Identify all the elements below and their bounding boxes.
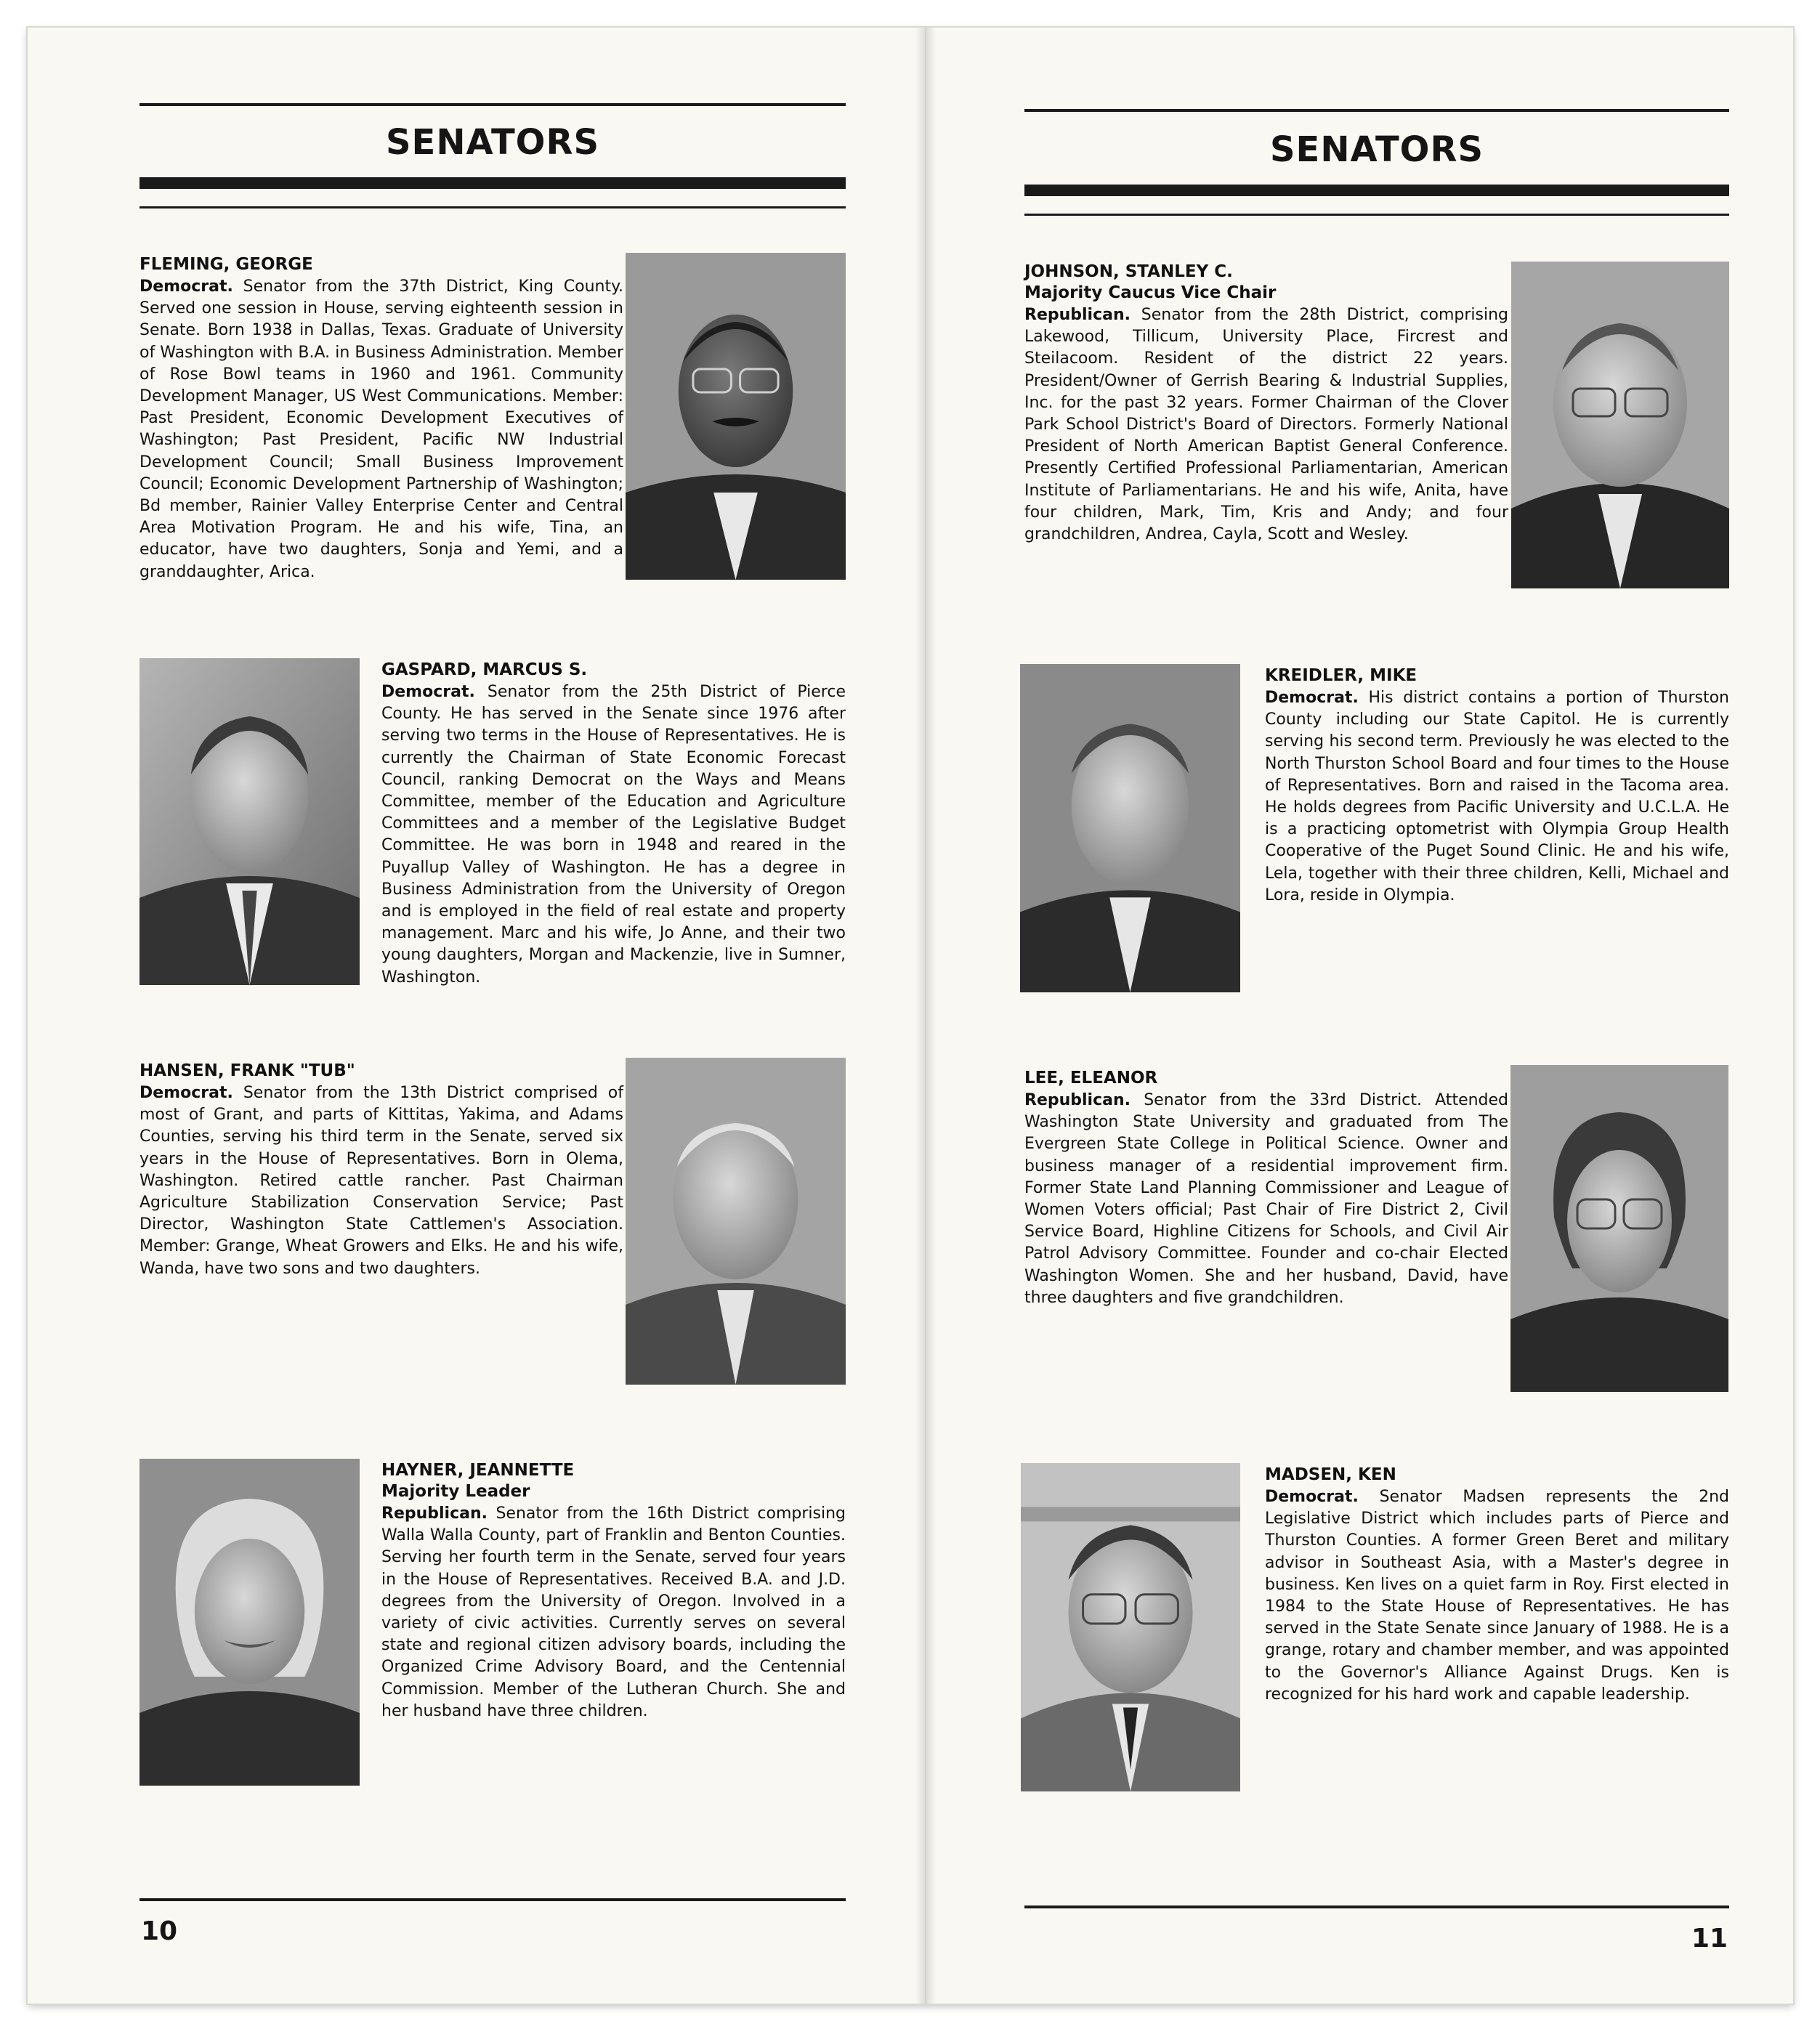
senator-name: JOHNSON, STANLEY C. xyxy=(1024,262,1233,281)
footer-rule xyxy=(139,1898,846,1901)
senator-name: MADSEN, KEN xyxy=(1265,1465,1396,1484)
senator-name: HAYNER, JEANNETTE xyxy=(381,1461,575,1480)
page-number: 10 xyxy=(141,1916,178,1946)
senator-portrait xyxy=(626,253,846,580)
senator-bio: Senator from the 25th District of Pierce County. He has served in the Senate since 1976 after serving two terms in the House of Representatives. He is currently the Chairman of State Economic Forecast Council, ranking Democrat on the Ways and Means Committee, member of the Education and Agriculture Committees and a member of the Legislative Budget Committee. He was born in 1948 and reared in the Puyallup Valley of Washington. He has a degree in Business Administration from the University of Oregon and is employed in the field of real estate and property management. Marc and his wife, Jo Anne, and their two young daughters, Morgan and Mackenzie, live in Sumner, Washington. xyxy=(381,683,846,987)
senator-portrait xyxy=(1020,664,1240,992)
senator-party: Democrat. xyxy=(1265,1488,1359,1506)
senator-role: Majority Leader xyxy=(381,1482,530,1501)
senator-name: GASPARD, MARCUS S. xyxy=(381,660,588,679)
page-title: SENATORS xyxy=(385,122,600,163)
senator-portrait xyxy=(1511,262,1729,588)
senator-entry xyxy=(139,1061,623,1279)
senator-bio: Senator from the 28th District, comprising Lakewood, Tillicum, University Place, Fircrest and Steilacoom. Resident of the district 22 years. President/Owner of Gerrish Bearing & Industrial Supplies, Inc. for the past 32 years. Former Chairman of the Clover Park School District's Board of Directors. Formerly National President of North American Baptist General Conference. Presently Certified Professional Parliamentarian, American Institute of Parliamentarians. He and his wife, Anita, have four children, Mark, Tim, Kris and Andy; and four grandchildren, Andrea, Cayla, Scott and Wesley. xyxy=(1024,306,1508,544)
page-number: 11 xyxy=(1691,1924,1728,1953)
senator-portrait xyxy=(1021,1463,1240,1791)
senator-portrait xyxy=(1510,1065,1728,1392)
footer-rule xyxy=(1024,1906,1729,1908)
title-underline-thick xyxy=(1024,185,1729,196)
senator-party: Republican. xyxy=(381,1504,488,1523)
title-underline-thin xyxy=(139,206,846,208)
senator-name: KREIDLER, MIKE xyxy=(1265,666,1417,685)
right-page xyxy=(926,28,1793,2004)
senator-entry xyxy=(1265,1465,1729,1705)
senator-bio: Senator Madsen represents the 2nd Legislative District which includes parts of Pierce and Thurston Counties. A former Green Beret and military advisor in Southeast Asia, with a Master's degree in business. Ken lives on a quiet farm in Roy. First elected in 1984 to the State House of Representatives. He has served in the State Senate since January of 1988. He is a grange, rotary and chamber member, and was appointed to the Governor's Alliance Against Drugs. Ken is recognized for his hard work and capable leadership. xyxy=(1265,1488,1730,1704)
senator-party: Republican. xyxy=(1024,1091,1131,1109)
senator-portrait xyxy=(139,658,360,985)
senator-portrait xyxy=(139,1459,360,1786)
senator-name: LEE, ELEANOR xyxy=(1024,1069,1158,1088)
senator-portrait xyxy=(626,1058,846,1385)
senator-role: Majority Caucus Vice Chair xyxy=(1024,283,1277,302)
left-page xyxy=(28,28,926,2004)
senator-party: Democrat. xyxy=(139,278,233,296)
title-underline-thin xyxy=(1024,214,1729,216)
senator-party: Democrat. xyxy=(139,1084,233,1102)
senator-entry xyxy=(1024,1068,1508,1308)
booklet-spread xyxy=(28,28,1793,2004)
senator-party: Democrat. xyxy=(381,683,475,701)
top-rule xyxy=(1024,109,1729,112)
senator-bio: Senator from the 33rd District. Attended Washington State University and graduated from The Evergreen State College in Political Science. Owner and business manager of a residential improvement firm. Former State Land Planning Commissioner and League of Women Voters official; Past Chair of Fire District 2, Civil Service Board, Highline Citizens for Schools, and Civil Air Patrol Advisory Committee. Founder and co-chair Elected Washington Women. She and her husband, David, have three daughters and five grandchildren. xyxy=(1024,1091,1509,1307)
senator-bio: Senator from the 37th District, King County. Served one session in House, serving eighteenth session in Senate. Born 1938 in Dallas, Texas. Graduate of University of Washington with B.A. in Business Administration. Member of Rose Bowl teams in 1960 and 1961. Community Development Manager, US West Communications. Member: Past President, Economic Development Executives of Washington; Past President, Pacific NW Industrial Development Council; Small Business Improvement Council; Economic Development Partnership of Washington; Bd member, Rainier Valley Enterprise Center and Central Area Motivation Program. He and his wife, Tina, an educator, have two daughters, Sonja and Yemi, and a granddaughter, Arica. xyxy=(139,278,623,581)
senator-name: FLEMING, GEORGE xyxy=(139,255,313,274)
senator-party: Democrat. xyxy=(1265,689,1359,707)
senator-entry xyxy=(139,254,623,583)
top-rule xyxy=(139,103,846,106)
senator-entry xyxy=(1024,262,1508,545)
senator-bio: Senator from the 13th District comprised of most of Grant, and parts of Kittitas, Yakima, and Adams Counties, serving his third term in the Senate, served six years in the House of Representatives. Born in Olema, Washington. Retired cattle rancher. Past Chairman Agriculture Stabilization Conservation Service; Past Director, Washington State Cattlemen's Association. Member: Grange, Wheat Growers and Elks. He and his wife, Wanda, have two sons and two daughters. xyxy=(139,1084,623,1278)
senator-entry xyxy=(381,660,846,988)
senator-bio: His district contains a portion of Thurston County including our State Capitol. He is currently serving his second term. Previously he was elected to the North Thurston School Board and four times to the House of Representatives. Born and raised in the Tacoma area. He holds degrees from Pacific University and U.C.L.A. He is a practicing optometrist with Olympia Group Health Cooperative of the Puget Sound Clinic. He and his wife, Lela, together with their three children, Kelli, Michael and Lora, reside in Olympia. xyxy=(1265,689,1729,904)
page-title: SENATORS xyxy=(1269,129,1484,170)
senator-entry xyxy=(1265,665,1729,906)
senator-bio: Senator from the 16th District comprising Walla Walla County, part of Franklin and Benton Counties. Serving her fourth term in the Senate, served four years in the House of Representatives. Received B.A. and J.D. degrees from the University of Oregon. Involved in a variety of civic activities. Currently serves on several state and regional citizen advisory boards, including the Organized Crime Advisory Board, and the Centennial Commission. Member of the Lutheran Church. She and her husband have three children. xyxy=(381,1504,846,1720)
title-underline-thick xyxy=(139,177,846,189)
senator-entry xyxy=(381,1460,846,1722)
senator-party: Republican. xyxy=(1024,306,1131,324)
senator-name: HANSEN, FRANK "TUB" xyxy=(139,1061,355,1080)
